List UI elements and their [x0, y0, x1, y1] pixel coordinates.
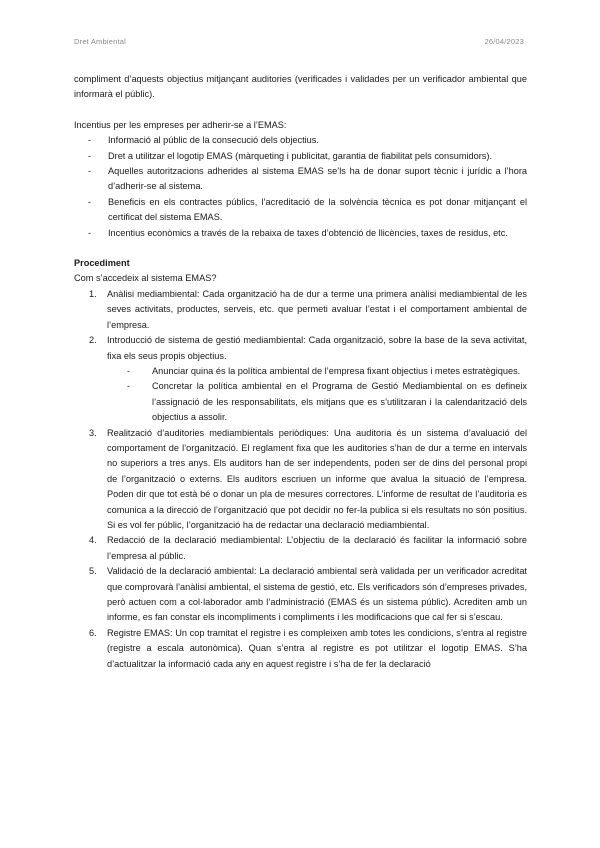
list-item: - Incentius econòmics a través de la rebaixa de taxes d’obtenció de llicències, taxes de residus, etc. — [74, 226, 527, 241]
step-item — [74, 533, 527, 564]
section-heading: Procediment — [74, 258, 130, 269]
spacer — [74, 103, 527, 118]
step-text: Realització d’auditories mediambientals periòdiques: Una auditoria és un sistema d’avaluació del comportament de l’organització. El reglament fixa que les auditories s’han de dur a terme en intervals no superiors a tres anys. Els auditors han de ser independents, poden ser de dins del personal propi de l’organització o externs. Els auditors escriuen un informe que avalua la situació de l’empresa. Poden dir que tot està bé o donar un pla de mesures correctores. L’informe de resultat de l’auditoria es comunica a la direcció de l’organització que pot decidir no fer-la publica si els resultats no són positius. Si es vol fer públic, l’organització ha de redactar una declaració mediambiental. — [107, 427, 527, 530]
list-item: - Beneficis en els contractes públics, l’acreditació de la solvència tècnica es pot donar mitjançant el certificat del sistema EMAS. — [74, 195, 527, 226]
step-text: Validació de la declaració ambiental: La declaració ambiental serà validada per un verificador acreditat que comprovarà l’anàlisi ambiental, el sistema de gestió, etc. Els verificadors són d’empreses privades, però actuen com a col·laborador amb l’administració (EMAS és un sistema públic). Acrediten amb un informe, es fan constar els incompliments i compliments i les modificacions que cal fer si s’escau. — [107, 566, 527, 623]
step-text: Introducció de sistema de gestió mediambiental: Cada organització, sobre la base de la seva activitat, fixa els seus propis objectius. — [107, 335, 527, 361]
substep-item: - Anunciar quina és la política ambiental de l’empresa fixant objectius i metes estratègiques. — [107, 364, 527, 379]
step-text: Registre EMAS: Un cop tramitat el registre i es compleixen amb totes les condicions, s’entra al registre (registre a escala autonòmica). Quan s’entra al registre es pot utilitzar el logotip EMAS. S’ha d’actualitzar la informació cada any en aquest registre i s’ha de fer la declaració — [107, 627, 527, 669]
step-item — [74, 287, 527, 333]
step-item — [74, 333, 527, 425]
step-text: Redacció de la declaració mediambiental: L’objectiu de la declaració és facilitar la informació sobre l’empresa al públic. — [107, 535, 527, 561]
step-number: 1. — [89, 288, 97, 299]
substep-list — [107, 364, 527, 426]
list-item: - Aquelles autoritzacions adherides al sistema EMAS se’ls ha de donar suport tècnic i jurídic a l’hora d’adherir-se al sistema. — [74, 164, 527, 195]
spacer — [74, 241, 527, 256]
step-number: 6. — [89, 627, 97, 638]
steps-list — [74, 287, 527, 672]
header-title: Dret Ambiental — [74, 37, 126, 46]
step-item — [74, 426, 527, 534]
step-item — [74, 564, 527, 626]
incentius-list — [74, 133, 527, 241]
step-text: Anàlisi mediambiental: Cada organització ha de dur a terme una primera anàlisi mediambiental de les seves activitats, productes, serveis, etc. que permeti avaluar l’estat i el comportament ambiental de l’empresa. — [107, 288, 527, 330]
step-item — [74, 626, 527, 672]
step-number: 2. — [89, 335, 97, 346]
intro-paragraph: compliment d’aquests objectius mitjançant auditories (verificades i validades per un verificador ambiental que informarà el públic). — [74, 74, 527, 100]
section-question: Com s’accedeix al sistema EMAS? — [74, 273, 217, 284]
document-body — [74, 72, 527, 672]
step-number: 5. — [89, 566, 97, 577]
step-number: 3. — [89, 427, 97, 438]
step-number: 4. — [89, 535, 97, 546]
list-item: - Dret a utilitzar el logotip EMAS (màrqueting i publicitat, garantia de fiabilitat pels consumidors). — [74, 149, 527, 164]
header-date: 26/04/2023 — [484, 37, 524, 46]
list-item: - Informació al públic de la consecució dels objectius. — [74, 133, 527, 148]
substep-item: - Concretar la política ambiental en el Programa de Gestió Mediambiental on es defineix l’assignació de les responsabilitats, els mitjans que es s’utilitzaran i la calendarització dels objectius a assolir. — [107, 379, 527, 425]
incentius-title: Incentius per les empreses per adherir-se a l’EMAS: — [74, 119, 287, 130]
